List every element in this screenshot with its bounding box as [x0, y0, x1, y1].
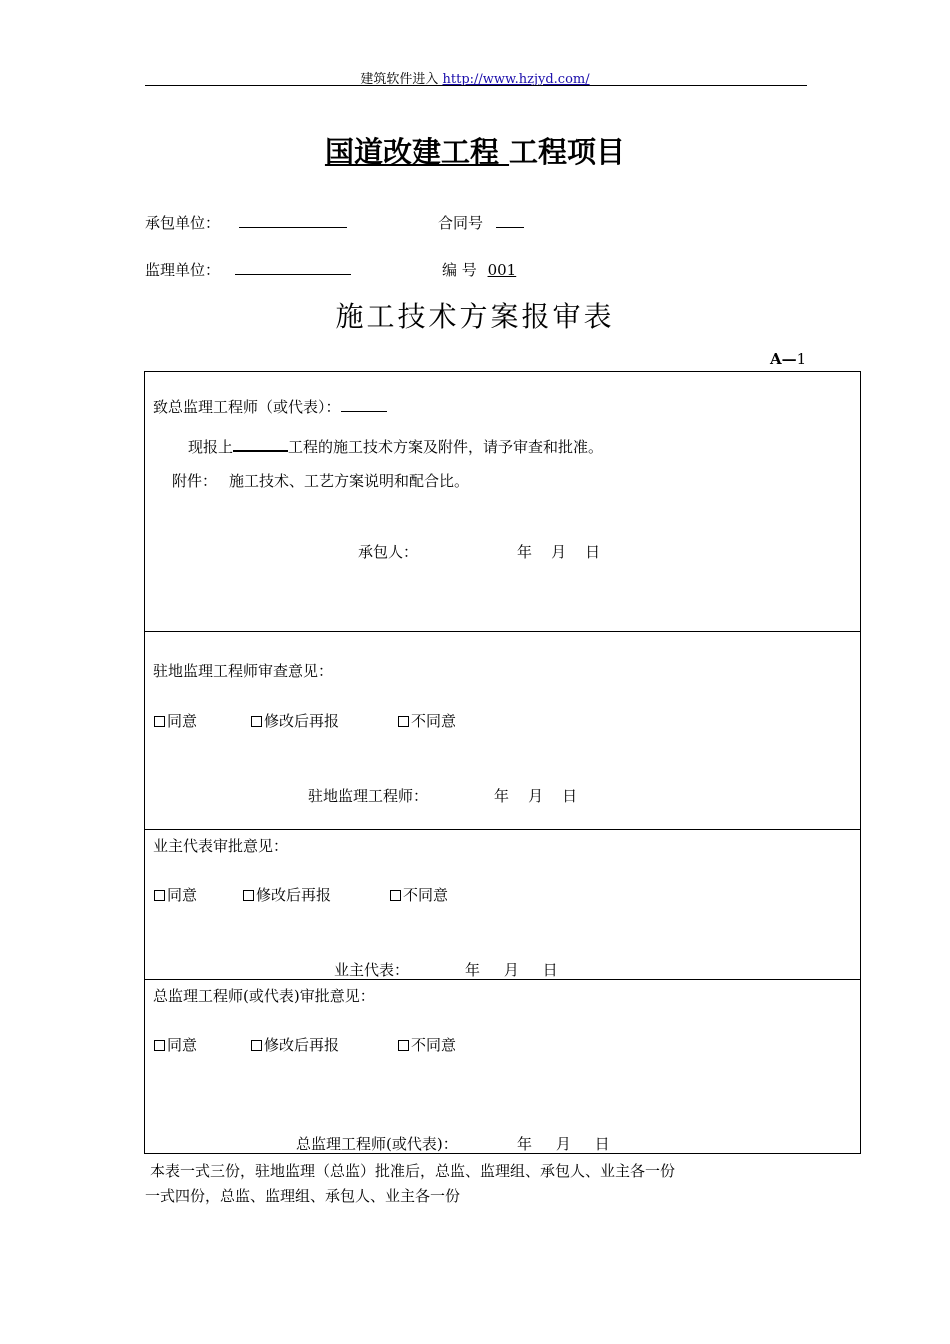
header-divider — [145, 85, 807, 86]
page-title — [0, 130, 950, 171]
contractor-signer: 承包人： — [358, 543, 419, 561]
supervisor-field — [145, 259, 351, 280]
resident-review-title: 驻地监理工程师审查意见： — [153, 662, 334, 680]
owner-opt-disagree[interactable]: 不同意 — [390, 884, 448, 905]
number-field — [442, 259, 540, 280]
owner-opt-revise[interactable]: 修改后再报 — [243, 884, 331, 905]
submission-line: 现报上 工程的施工技术方案及附件，请予审查和批准。 — [188, 435, 603, 457]
resident-signer: 驻地监理工程师： — [308, 787, 429, 805]
form-title: 施工技术方案报审表 — [335, 300, 615, 333]
owner-date: 年 月 日 — [465, 961, 558, 979]
title-suffix: 工程项目 — [509, 135, 626, 169]
attachment-text: 施工技术、工艺方案说明和配合比。 — [229, 472, 470, 490]
contract-no-blank — [496, 212, 524, 228]
chief-date: 年 月 日 — [517, 1135, 610, 1153]
chief-signer: 总监理工程师(或代表)： — [296, 1135, 458, 1153]
header-link[interactable]: http://www.hzjyd.com/ — [442, 72, 590, 87]
checkbox-icon[interactable] — [251, 716, 262, 727]
chief-opt-disagree[interactable]: 不同意 — [398, 1034, 456, 1055]
row-divider-1 — [144, 631, 861, 632]
note-line-2: 一式四份，总监、监理组、承包人、业主各一份 — [145, 1187, 461, 1205]
number-value: 001 — [487, 261, 517, 279]
checkbox-icon[interactable] — [251, 1040, 262, 1051]
checkbox-icon[interactable] — [154, 1040, 165, 1051]
checkbox-icon[interactable] — [398, 1040, 409, 1051]
supervisor-label: 监理单位： — [145, 261, 221, 279]
attachment-label: 附件： — [172, 472, 218, 490]
form-code: A—1 — [770, 350, 807, 368]
checkbox-icon[interactable] — [154, 890, 165, 901]
contractor-label: 承包单位： — [145, 214, 221, 232]
addressee-line: 致总监理工程师（或代表）： — [153, 396, 387, 417]
owner-signer: 业主代表： — [334, 961, 410, 979]
checkbox-icon[interactable] — [243, 890, 254, 901]
title-project-name: 国道改建工程 — [324, 135, 510, 169]
chief-opt-revise[interactable]: 修改后再报 — [251, 1034, 339, 1055]
checkbox-icon[interactable] — [154, 716, 165, 727]
checkbox-icon[interactable] — [390, 890, 401, 901]
chief-opt-agree[interactable]: 同意 — [154, 1034, 197, 1055]
contractor-field — [145, 212, 347, 233]
addressee-blank — [341, 396, 387, 412]
project-blank — [233, 435, 288, 452]
contractor-blank — [239, 212, 347, 228]
note-line-1: 本表一式三份，驻地监理（总监）批准后，总监、监理组、承包人、业主各一份 — [150, 1162, 676, 1180]
contract-no-label: 合同号 — [438, 214, 484, 232]
resident-opt-agree[interactable]: 同意 — [154, 710, 197, 731]
owner-review-title: 业主代表审批意见： — [153, 837, 289, 855]
resident-opt-revise[interactable]: 修改后再报 — [251, 710, 339, 731]
supervisor-blank — [235, 259, 351, 275]
number-label: 编 号 — [442, 261, 477, 279]
chief-review-title: 总监理工程师(或代表)审批意见： — [153, 987, 375, 1005]
owner-opt-agree[interactable]: 同意 — [154, 884, 197, 905]
contract-no-field — [438, 212, 524, 233]
header-text: 建筑软件进入 — [360, 72, 443, 87]
resident-date: 年 月 日 — [494, 787, 578, 805]
checkbox-icon[interactable] — [398, 716, 409, 727]
resident-opt-disagree[interactable]: 不同意 — [398, 710, 456, 731]
contractor-date: 年 月 日 — [517, 543, 601, 561]
row-divider-2 — [144, 829, 861, 830]
